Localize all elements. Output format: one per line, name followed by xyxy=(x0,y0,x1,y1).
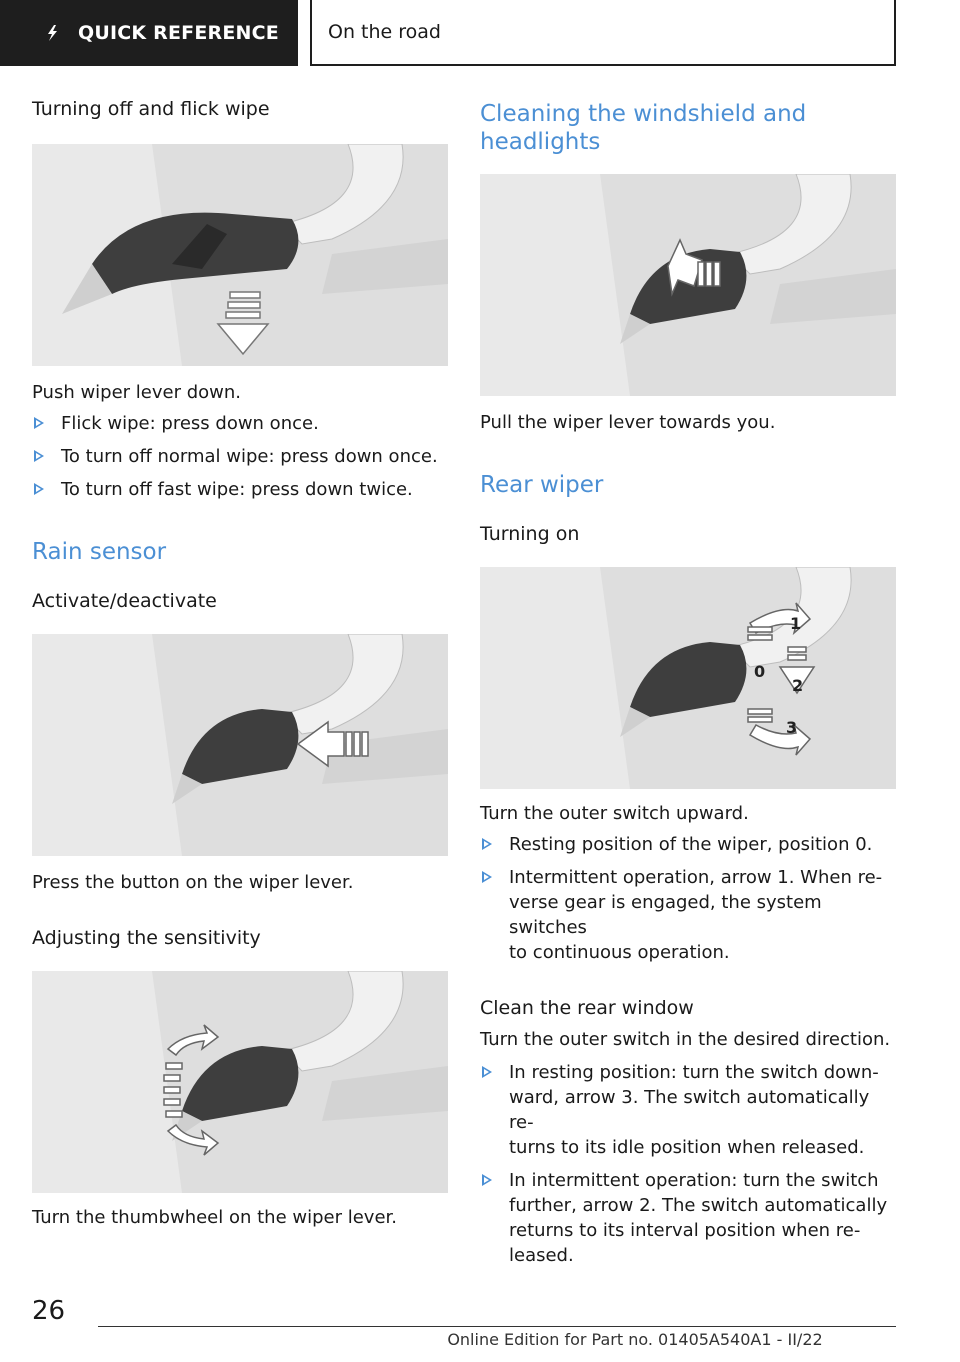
bullet-arrow-icon xyxy=(34,450,44,462)
quick-reference-icon xyxy=(40,23,64,43)
turnon-heading: Turning on xyxy=(480,523,580,545)
list-item: To turn off normal wipe: press down once. xyxy=(32,444,448,469)
bullet-arrow-icon xyxy=(34,483,44,495)
rain-sensor-heading: Rain sensor xyxy=(32,539,167,565)
figure-lever-outer-switch xyxy=(480,567,896,789)
rear-wiper-heading: Rear wiper xyxy=(480,472,604,498)
turnon-caption: Turn the outer switch upward. xyxy=(480,803,749,824)
activate-caption: Press the button on the wiper lever. xyxy=(32,872,354,893)
figure-label-0: 0 xyxy=(754,662,766,681)
cleaning-caption: Pull the wiper lever towards you. xyxy=(480,412,776,433)
section-title xyxy=(310,0,896,66)
list-item: Resting position of the wiper, position 0. xyxy=(480,832,896,857)
figure-label-1: 1 xyxy=(790,614,802,633)
section-title-label: On the road xyxy=(328,21,441,43)
turnoff-heading: Turning off and flick wipe xyxy=(32,98,270,120)
bullet-arrow-icon xyxy=(482,871,492,883)
left-column xyxy=(32,96,448,1230)
turnon-bullets xyxy=(480,832,896,965)
clean-rear-bullets xyxy=(480,1060,896,1268)
bullet-arrow-icon xyxy=(482,838,492,850)
list-item: Flick wipe: press down once. xyxy=(32,411,448,436)
activate-heading: Activate/deactivate xyxy=(32,590,217,612)
figure-lever-pull xyxy=(480,174,896,396)
list-item: In resting position: turn the switch down- ward, arrow 3. The switch automatically re- turns to its idle position when released. xyxy=(480,1060,896,1160)
list-item: To turn off fast wipe: press down twice. xyxy=(32,477,448,502)
footer-edition: Online Edition for Part no. 01405A540A1 - II/22 xyxy=(447,1330,823,1349)
figure-label-2: 2 xyxy=(792,676,804,695)
quick-reference-tab[interactable] xyxy=(0,0,298,66)
list-item: In intermittent operation: turn the switch further, arrow 2. The switch automatically returns to its interval position when re- leased. xyxy=(480,1168,896,1268)
quick-reference-label: QUICK REFERENCE xyxy=(78,22,279,44)
right-column xyxy=(480,96,896,1268)
page-number: 26 xyxy=(32,1296,66,1326)
turnoff-bullets xyxy=(32,411,448,502)
bullet-arrow-icon xyxy=(482,1066,492,1078)
figure-lever-thumbwheel xyxy=(32,971,448,1193)
cleaning-heading: Cleaning the windshield and headlights xyxy=(480,101,807,155)
bullet-arrow-icon xyxy=(482,1174,492,1186)
bullet-arrow-icon xyxy=(34,417,44,429)
clean-rear-heading: Clean the rear window xyxy=(480,997,694,1019)
sensitivity-heading: Adjusting the sensitivity xyxy=(32,927,261,949)
figure-lever-push-down xyxy=(32,144,448,366)
turnoff-caption: Push wiper lever down. xyxy=(32,382,242,403)
figure-label-3: 3 xyxy=(786,718,798,737)
clean-rear-text: Turn the outer switch in the desired direction. xyxy=(480,1029,891,1050)
list-item: Intermittent operation, arrow 1. When re- verse gear is engaged, the system switches to continuous operation. xyxy=(480,865,896,965)
sensitivity-caption: Turn the thumbwheel on the wiper lever. xyxy=(32,1207,398,1228)
figure-lever-press-button xyxy=(32,634,448,856)
footer-divider xyxy=(98,1326,896,1327)
